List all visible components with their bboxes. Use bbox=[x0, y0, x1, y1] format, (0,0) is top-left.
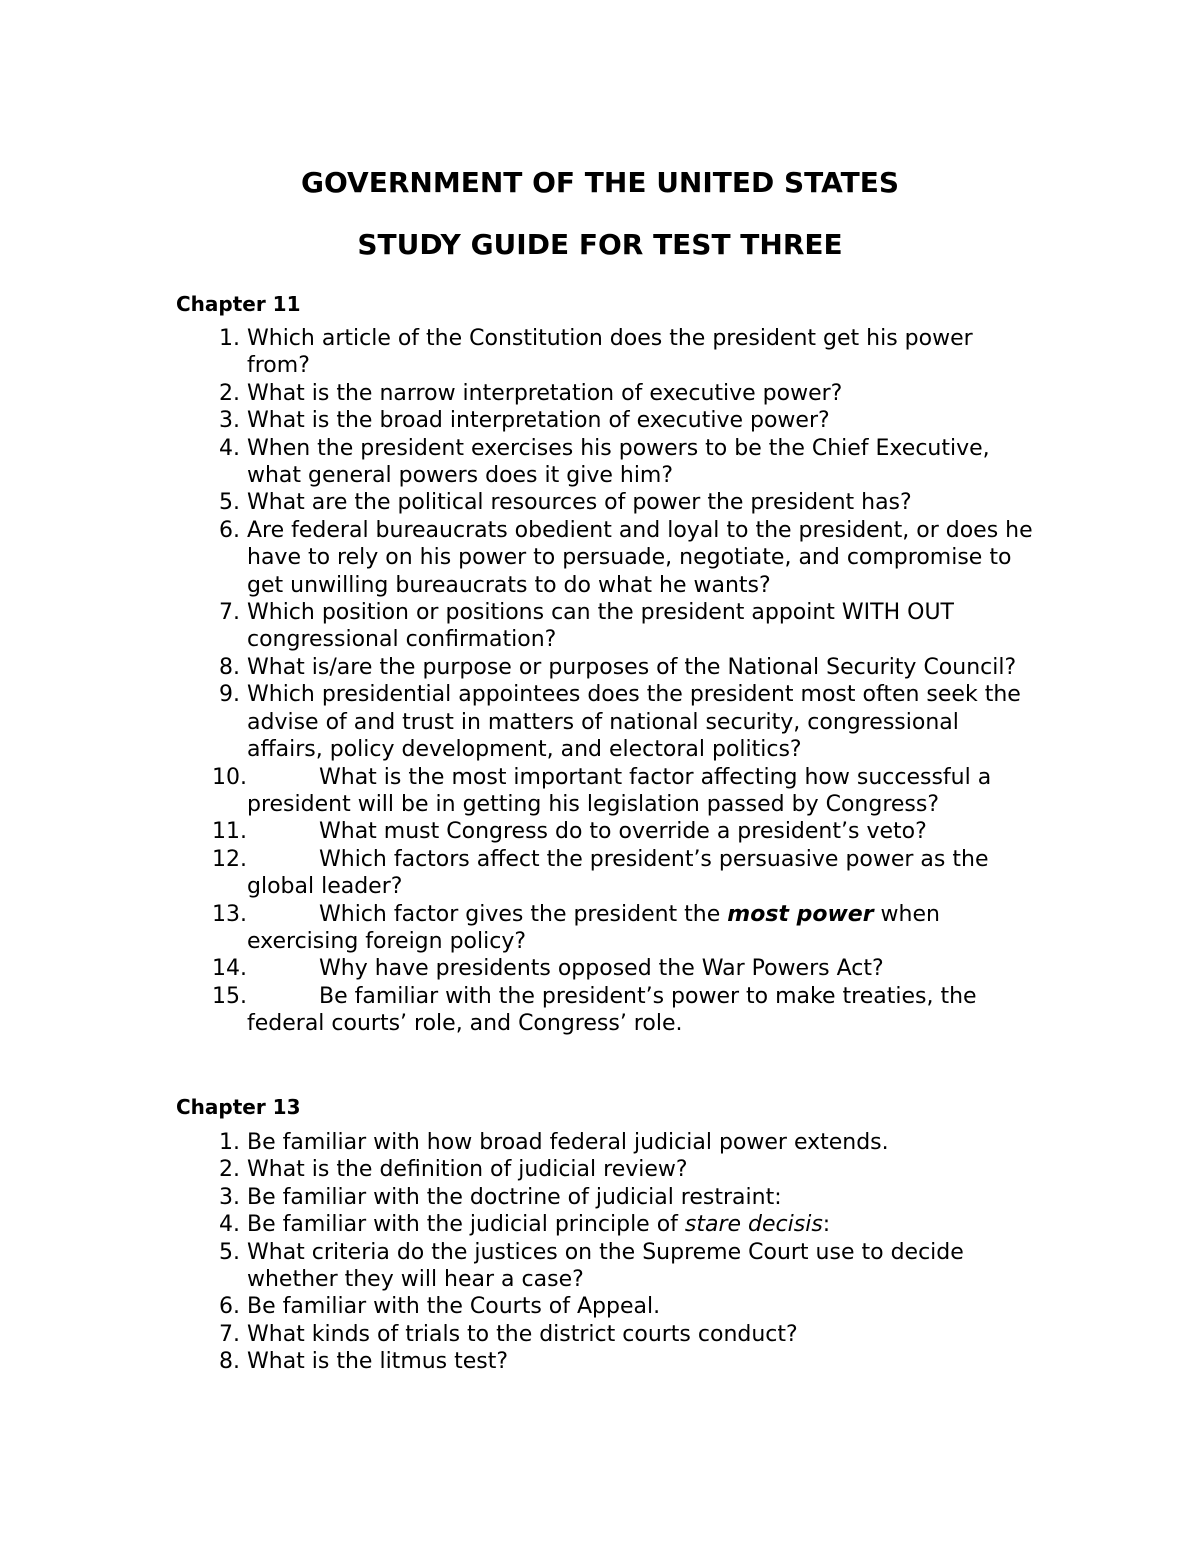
question-item bbox=[0, 517, 1037, 599]
question-text-content: What must Congress do to override a president’s veto? bbox=[319, 819, 927, 845]
question-number: 5. bbox=[219, 490, 240, 516]
question-text: What criteria do the justices on the Supreme Court use to decide whether they will hear a case? bbox=[247, 1239, 964, 1293]
question-text: What kinds of trials to the district courts conduct? bbox=[247, 1321, 798, 1347]
question-text: Be familiar with the Courts of Appeal. bbox=[247, 1294, 661, 1320]
question-number: 7. bbox=[219, 600, 240, 626]
question-item bbox=[0, 489, 1037, 516]
question-item bbox=[0, 1184, 1037, 1211]
question-item bbox=[0, 1293, 1037, 1320]
question-item bbox=[0, 983, 1037, 1038]
question-item bbox=[0, 407, 1037, 434]
question-text-content: What is the most important factor affecting how successful a president will be in getting his legislation passed by Congress? bbox=[247, 764, 992, 817]
question-item bbox=[0, 654, 1037, 681]
chapter-11-heading: Chapter 11 bbox=[176, 292, 301, 316]
question-text-before: Which factor gives the president the bbox=[319, 901, 728, 927]
chapter-13-question-list bbox=[0, 1129, 1200, 1376]
question-text: What are the political resources of power the president has? bbox=[247, 490, 912, 516]
question-text bbox=[247, 765, 991, 817]
question-item bbox=[0, 681, 1037, 763]
question-item bbox=[0, 1211, 1037, 1238]
question-text bbox=[247, 902, 940, 954]
question-number: 8. bbox=[219, 1349, 240, 1375]
question-text: Be familiar with how broad federal judicial power extends. bbox=[247, 1130, 889, 1155]
question-item bbox=[0, 380, 1037, 407]
document-title: GOVERNMENT OF THE UNITED STATES bbox=[301, 166, 899, 199]
question-item bbox=[0, 1129, 1037, 1156]
question-item bbox=[0, 818, 1037, 845]
question-item bbox=[0, 1348, 1037, 1375]
question-item bbox=[0, 846, 1037, 901]
question-number: 7. bbox=[219, 1321, 240, 1347]
question-item bbox=[0, 1156, 1037, 1183]
question-number: 6. bbox=[219, 517, 240, 543]
question-number: 3. bbox=[219, 1184, 240, 1210]
question-number: 15. bbox=[212, 983, 247, 1009]
question-text-after: when exercising foreign policy? bbox=[247, 901, 940, 954]
question-text: What is the definition of judicial review? bbox=[247, 1157, 688, 1183]
question-text: What is the narrow interpretation of executive power? bbox=[247, 380, 843, 406]
question-item bbox=[0, 1321, 1037, 1348]
question-text-emphasis: most power bbox=[727, 901, 874, 927]
chapter-11-question-list bbox=[0, 325, 1200, 1038]
question-number: 5. bbox=[219, 1239, 240, 1265]
chapter-13-heading: Chapter 13 bbox=[176, 1095, 301, 1119]
question-text-content: Be familiar with the president’s power to make treaties, the federal courts’ role, and Congress’ role. bbox=[247, 983, 977, 1037]
question-item bbox=[0, 955, 1037, 982]
question-text-before: Be familiar with the judicial principle of bbox=[247, 1212, 685, 1238]
question-number: 3. bbox=[219, 408, 240, 434]
question-number: 4. bbox=[219, 435, 240, 461]
question-text-content: Which factors affect the president’s persuasive power as the global leader? bbox=[247, 846, 989, 900]
question-number: 10. bbox=[212, 764, 247, 790]
question-text: Which article of the Constitution does the president get his power from? bbox=[247, 326, 973, 379]
question-number: 2. bbox=[219, 380, 240, 406]
question-text bbox=[247, 819, 927, 844]
question-item bbox=[0, 325, 1037, 380]
question-item bbox=[0, 1239, 1037, 1294]
question-number: 8. bbox=[219, 654, 240, 680]
question-item bbox=[0, 435, 1037, 490]
question-text: What is the litmus test? bbox=[247, 1349, 509, 1375]
question-text bbox=[247, 1212, 830, 1237]
question-text bbox=[247, 984, 977, 1036]
question-text-content: Why have presidents opposed the War Powers Act? bbox=[319, 956, 884, 982]
question-number: 12. bbox=[212, 846, 247, 872]
question-text: Which position or positions can the president appoint WITH OUT congressional confirmation? bbox=[247, 600, 954, 653]
question-text-after: : bbox=[822, 1212, 831, 1238]
question-number: 6. bbox=[219, 1294, 240, 1320]
question-item bbox=[0, 599, 1037, 654]
question-number: 11. bbox=[212, 819, 247, 845]
question-text bbox=[247, 847, 988, 899]
question-text: Which presidential appointees does the president most often seek the advise of and trust in matters of national security, congressional affairs, policy development, and electoral politics? bbox=[247, 682, 1021, 763]
question-number: 1. bbox=[219, 326, 240, 351]
question-text: What is the broad interpretation of executive power? bbox=[247, 408, 830, 434]
question-text: Be familiar with the doctrine of judicial restraint: bbox=[247, 1184, 782, 1210]
question-text-emphasis: stare decisis bbox=[684, 1212, 823, 1238]
question-number: 14. bbox=[212, 956, 247, 982]
question-text: Are federal bureaucrats obedient and loyal to the president, or does he have to rely on his power to persuade, negotiate, and compromise to get unwilling bureaucrats to do what he wants? bbox=[247, 517, 1033, 598]
question-item bbox=[0, 901, 1037, 956]
document-subtitle: STUDY GUIDE FOR TEST THREE bbox=[357, 228, 843, 261]
question-number: 9. bbox=[219, 682, 240, 708]
question-number: 4. bbox=[219, 1212, 240, 1238]
question-item bbox=[0, 764, 1037, 819]
question-text bbox=[247, 956, 884, 981]
question-number: 13. bbox=[212, 901, 247, 927]
question-number: 2. bbox=[219, 1157, 240, 1183]
question-text: What is/are the purpose or purposes of the National Security Council? bbox=[247, 654, 1017, 680]
question-number: 1. bbox=[219, 1130, 240, 1155]
question-text: When the president exercises his powers to be the Chief Executive, what general powers does it give him? bbox=[247, 435, 990, 489]
